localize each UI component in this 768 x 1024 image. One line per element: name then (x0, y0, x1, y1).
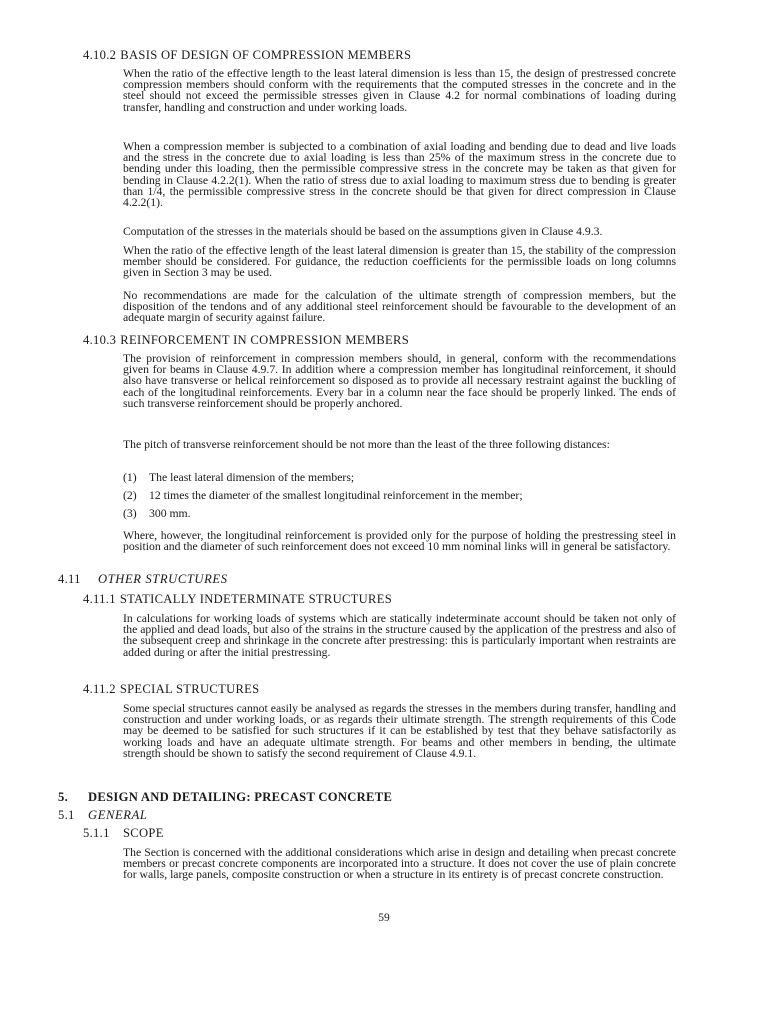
list-label: (1) (123, 471, 137, 484)
list-label: (3) (123, 507, 137, 520)
section-number: 5.1.1 (83, 826, 110, 840)
section-title: REINFORCEMENT IN COMPRESSION MEMBERS (120, 333, 410, 347)
section-title: SCOPE (123, 826, 164, 840)
section-title: BASIS OF DESIGN OF COMPRESSION MEMBERS (120, 48, 412, 62)
heading-4-11-1 (83, 592, 392, 606)
section-title: OTHER STRUCTURES (98, 572, 228, 586)
list-item (123, 472, 354, 484)
list-text: 12 times the diameter of the smallest longitudinal reinforcement in the member; (149, 489, 523, 502)
paragraph-scope: The Section is concerned with the additional considerations which arise in design and detailing when precast concrete members or precast concrete components are incorporated into a structure. It does not cover the use of plain concrete for walls, large panels, composite construction or when a structure in its entirety is of precast concrete construction. (123, 846, 676, 882)
section-title: SPECIAL STRUCTURES (119, 682, 260, 696)
heading-5-1 (58, 808, 147, 822)
paragraph-axial-bending: When a compression member is subjected to a combination of axial loading and bending due to dead and live loads and the stress in the concrete due to axial loading is less than 25% of the maximum stress in the concrete due to bending under this loading, then the permissible compressive stress in the concrete may be taken as that given for bending in Clause 4.2.2(1). When the ratio of stress due to axial loading to maximum stress due to bending is greater than 1/4, the permissible compressive stress in the concrete should be that given for direct compression in Clause 4.2.2(1). (123, 140, 676, 210)
paragraph-special-structures: Some special structures cannot easily be analysed as regards the stresses in the members during transfer, handling and construction and under working loads, or as regards their ultimate strength. The strength requirements of this Code may be deemed to be satisfied for such structures if it can be established by test that they behave satisfactorily as working loads and have an adequate ultimate strength. For beams and other members in bending, the ultimate strength should be shown to satisfy the second requirement of Clause 4.9.1. (123, 702, 676, 760)
section-number: 4.10.2 (83, 48, 117, 62)
section-number: 4.11.1 (83, 592, 116, 606)
paragraph-reinforcement-provision: The provision of reinforcement in compression members should, in general, conform with the recommendations given for beams in Clause 4.9.7. In addition where a compression member has longitudinal reinforcement, it should also have transverse or helical reinforcement so disposed as to provide all necessary restraint against the buckling of each of the longitudinal reinforcements. Every bar in a column near the face should be properly linked. The ends of such transverse reinforcement should be properly anchored. (123, 352, 676, 410)
heading-4-11 (58, 572, 228, 586)
section-title: DESIGN AND DETAILING: PRECAST CONCRETE (88, 790, 393, 804)
section-number: 4.10.3 (83, 333, 117, 347)
paragraph-stability: When the ratio of the effective length of the least lateral dimension is greater than 15, the stability of the compression member should be considered. For guidance, the reduction coefficients for the permissible loads on long columns given in Section 3 may be used. (123, 244, 676, 280)
page-number: 59 (378, 912, 390, 924)
paragraph-longitudinal-links: Where, however, the longitudinal reinforcement is provided only for the purpose of holding the prestressing steel in position and the diameter of such reinforcement does not exceed 10 mm nominal links will in general be satisfactory. (123, 529, 676, 554)
list-item (123, 490, 523, 502)
paragraph-effective-length: When the ratio of the effective length to the least lateral dimension is less than 15, the design of prestressed concrete compression members should conform with the requirements that the computed stresses in the concrete and in the steel should not exceed the permissible stresses given in Clause 4.2 for normal combinations of loading during transfer, handling and construction and under working loads. (123, 67, 676, 114)
list-item (123, 508, 191, 520)
section-number: 4.11.2 (83, 682, 116, 696)
paragraph-computation: Computation of the stresses in the materials should be based on the assumptions given in Clause 4.9.3. (123, 225, 603, 238)
paragraph-indeterminate: In calculations for working loads of systems which are statically indeterminate account should be taken not only of the applied and dead loads, but also of the strains in the structure caused by the application of the prestress and also of the subsequent creep and shrinkage in the concrete after prestressing: this is particularly important when restraints are added during or after the initial prestressing. (123, 612, 676, 659)
heading-5 (58, 790, 392, 804)
section-number: 5. (58, 790, 69, 804)
list-label: (2) (123, 489, 137, 502)
section-number: 4.11 (58, 572, 81, 586)
heading-5-1-1 (83, 826, 164, 840)
paragraph-ultimate-strength: No recommendations are made for the calculation of the ultimate strength of compression members, but the disposition of the tendons and of any additional steel reinforcement should be favourable to the development of an adequate margin of security against failure. (123, 289, 676, 325)
section-number: 5.1 (58, 808, 75, 822)
paragraph-pitch: The pitch of transverse reinforcement should be not more than the least of the three following distances: (123, 438, 610, 451)
list-text: The least lateral dimension of the members; (149, 471, 355, 484)
section-title: STATICALLY INDETERMINATE STRUCTURES (119, 592, 393, 606)
heading-4-10-2 (83, 48, 411, 62)
section-title: GENERAL (88, 808, 148, 822)
heading-4-10-3 (83, 333, 409, 347)
list-text: 300 mm. (149, 507, 191, 520)
heading-4-11-2 (83, 682, 259, 696)
